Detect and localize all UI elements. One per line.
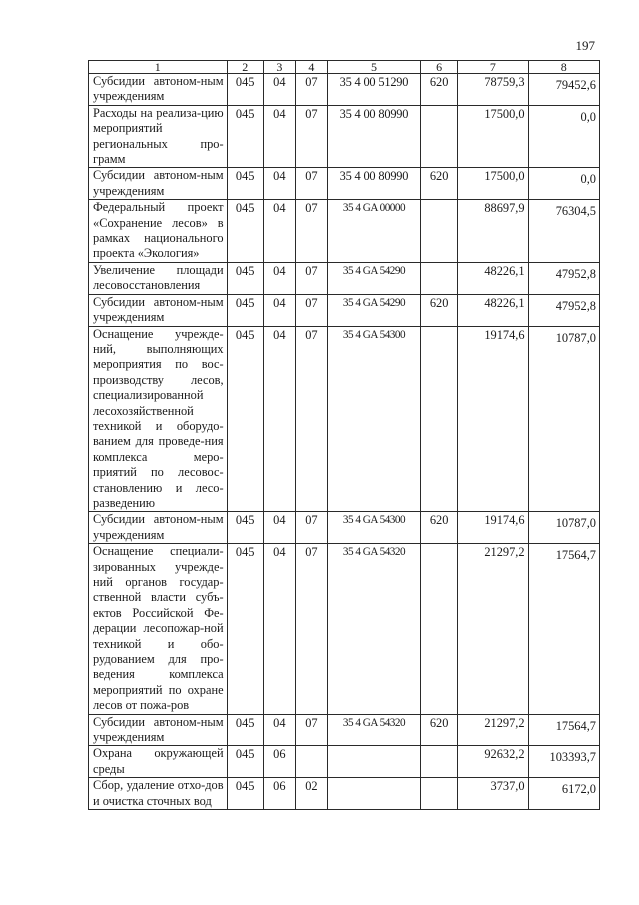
- table-row: [89, 74, 600, 106]
- column-header-1: 1: [89, 61, 228, 74]
- admin-code-cell: 045: [227, 105, 263, 168]
- column-header-4: 4: [295, 61, 327, 74]
- amount-col7-cell: 19174,6: [458, 512, 528, 544]
- admin-code-cell: 045: [227, 326, 263, 512]
- column-header-5: 5: [327, 61, 420, 74]
- expense-type-cell: 620: [421, 714, 458, 746]
- amount-col7-cell: 78759,3: [458, 74, 528, 106]
- row-name-cell: Субсидии автоном-ным учреждениям: [89, 168, 228, 200]
- amount-col8-cell: 10787,0: [528, 512, 599, 544]
- section-cell: 04: [263, 512, 295, 544]
- admin-code-cell: 045: [227, 512, 263, 544]
- target-article-cell: 35 4 GA 54290: [327, 294, 420, 326]
- amount-col7-cell: 3737,0: [458, 778, 528, 810]
- table-row: [89, 512, 600, 544]
- table-row: [89, 294, 600, 326]
- section-cell: 04: [263, 544, 295, 714]
- section-cell: 04: [263, 262, 295, 294]
- amount-col8-cell: 0,0: [528, 105, 599, 168]
- subsection-cell: 07: [295, 200, 327, 263]
- expense-type-cell: 620: [421, 294, 458, 326]
- column-header-2: 2: [227, 61, 263, 74]
- amount-col8-cell: 0,0: [528, 168, 599, 200]
- amount-col7-cell: 92632,2: [458, 746, 528, 778]
- admin-code-cell: 045: [227, 746, 263, 778]
- section-cell: 06: [263, 778, 295, 810]
- amount-col7-cell: 19174,6: [458, 326, 528, 512]
- amount-col8-cell: 47952,8: [528, 294, 599, 326]
- amount-col7-cell: 88697,9: [458, 200, 528, 263]
- admin-code-cell: 045: [227, 262, 263, 294]
- page-number: 197: [575, 38, 595, 53]
- column-header-8: 8: [528, 61, 599, 74]
- row-name-cell: Федеральный проект «Сохранение лесов» в рамках национального проекта «Экология»: [89, 200, 228, 263]
- expense-type-cell: [421, 746, 458, 778]
- subsection-cell: 07: [295, 714, 327, 746]
- section-cell: 04: [263, 200, 295, 263]
- row-name-cell: Субсидии автоном-ным учреждениям: [89, 294, 228, 326]
- table-row: [89, 746, 600, 778]
- expense-type-cell: [421, 544, 458, 714]
- amount-col7-cell: 48226,1: [458, 294, 528, 326]
- subsection-cell: 07: [295, 326, 327, 512]
- amount-col7-cell: 21297,2: [458, 714, 528, 746]
- amount-col8-cell: 47952,8: [528, 262, 599, 294]
- amount-col8-cell: 6172,0: [528, 778, 599, 810]
- expense-type-cell: [421, 262, 458, 294]
- amount-col8-cell: 103393,7: [528, 746, 599, 778]
- section-cell: 04: [263, 326, 295, 512]
- table-row: [89, 200, 600, 263]
- row-name-cell: Охрана окружающей среды: [89, 746, 228, 778]
- admin-code-cell: 045: [227, 200, 263, 263]
- section-cell: 04: [263, 714, 295, 746]
- column-header-7: 7: [458, 61, 528, 74]
- table-row: [89, 544, 600, 714]
- target-article-cell: 35 4 GA 54320: [327, 714, 420, 746]
- subsection-cell: [295, 746, 327, 778]
- subsection-cell: 02: [295, 778, 327, 810]
- subsection-cell: 07: [295, 168, 327, 200]
- expense-type-cell: [421, 200, 458, 263]
- section-cell: 04: [263, 74, 295, 106]
- subsection-cell: 07: [295, 74, 327, 106]
- budget-table: [88, 60, 600, 810]
- section-cell: 06: [263, 746, 295, 778]
- subsection-cell: 07: [295, 105, 327, 168]
- table-row: [89, 105, 600, 168]
- table-body: [89, 74, 600, 810]
- section-cell: 04: [263, 168, 295, 200]
- column-header-6: 6: [421, 61, 458, 74]
- section-cell: 04: [263, 294, 295, 326]
- row-name-cell: Субсидии автоном-ным учреждениям: [89, 74, 228, 106]
- target-article-cell: 35 4 00 51290: [327, 74, 420, 106]
- admin-code-cell: 045: [227, 714, 263, 746]
- subsection-cell: 07: [295, 294, 327, 326]
- target-article-cell: 35 4 GA 54300: [327, 512, 420, 544]
- column-header-3: 3: [263, 61, 295, 74]
- subsection-cell: 07: [295, 544, 327, 714]
- admin-code-cell: 045: [227, 168, 263, 200]
- target-article-cell: 35 4 GA 54290: [327, 262, 420, 294]
- amount-col7-cell: 48226,1: [458, 262, 528, 294]
- amount-col8-cell: 76304,5: [528, 200, 599, 263]
- amount-col7-cell: 17500,0: [458, 105, 528, 168]
- amount-col7-cell: 21297,2: [458, 544, 528, 714]
- amount-col8-cell: 17564,7: [528, 714, 599, 746]
- row-name-cell: Сбор, удаление отхо-дов и очистка сточных вод: [89, 778, 228, 810]
- table-row: [89, 262, 600, 294]
- table-row: [89, 168, 600, 200]
- amount-col8-cell: 10787,0: [528, 326, 599, 512]
- expense-type-cell: [421, 105, 458, 168]
- table-row: [89, 778, 600, 810]
- target-article-cell: 35 4 GA 54320: [327, 544, 420, 714]
- expense-type-cell: 620: [421, 512, 458, 544]
- section-cell: 04: [263, 105, 295, 168]
- target-article-cell: 35 4 00 80990: [327, 168, 420, 200]
- row-name-cell: Субсидии автоном-ным учреждениям: [89, 714, 228, 746]
- row-name-cell: Увеличение площади лесовосстановления: [89, 262, 228, 294]
- row-name-cell: Оснащение специали-зированных учрежде-ний органов государ-ственной власти субъ-ектов Российской Фе-дерации лесопожар-ной техникой и обо-рудованием для про-ведения комплекса мероприятий по охране лесов от пожа-ров: [89, 544, 228, 714]
- expense-type-cell: 620: [421, 74, 458, 106]
- admin-code-cell: 045: [227, 544, 263, 714]
- subsection-cell: 07: [295, 262, 327, 294]
- expense-type-cell: [421, 326, 458, 512]
- admin-code-cell: 045: [227, 74, 263, 106]
- table-row: [89, 714, 600, 746]
- expense-type-cell: [421, 778, 458, 810]
- admin-code-cell: 045: [227, 294, 263, 326]
- row-name-cell: Субсидии автоном-ным учреждениям: [89, 512, 228, 544]
- amount-col8-cell: 79452,6: [528, 74, 599, 106]
- admin-code-cell: 045: [227, 778, 263, 810]
- row-name-cell: Оснащение учрежде-ний, выполняющих мероприятия по вос-производству лесов, специализированной лесохозяйственной техникой и оборудо-ванием для проведе-ния комплекса меро-приятий по лесовос-становлению и лесо-разведению: [89, 326, 228, 512]
- amount-col8-cell: 17564,7: [528, 544, 599, 714]
- target-article-cell: [327, 778, 420, 810]
- target-article-cell: [327, 746, 420, 778]
- subsection-cell: 07: [295, 512, 327, 544]
- target-article-cell: 35 4 GA 54300: [327, 326, 420, 512]
- table-header-row: [89, 61, 600, 74]
- table-row: [89, 326, 600, 512]
- row-name-cell: Расходы на реализа-цию мероприятий региональных про-грамм: [89, 105, 228, 168]
- expense-type-cell: 620: [421, 168, 458, 200]
- target-article-cell: 35 4 00 80990: [327, 105, 420, 168]
- target-article-cell: 35 4 GA 00000: [327, 200, 420, 263]
- amount-col7-cell: 17500,0: [458, 168, 528, 200]
